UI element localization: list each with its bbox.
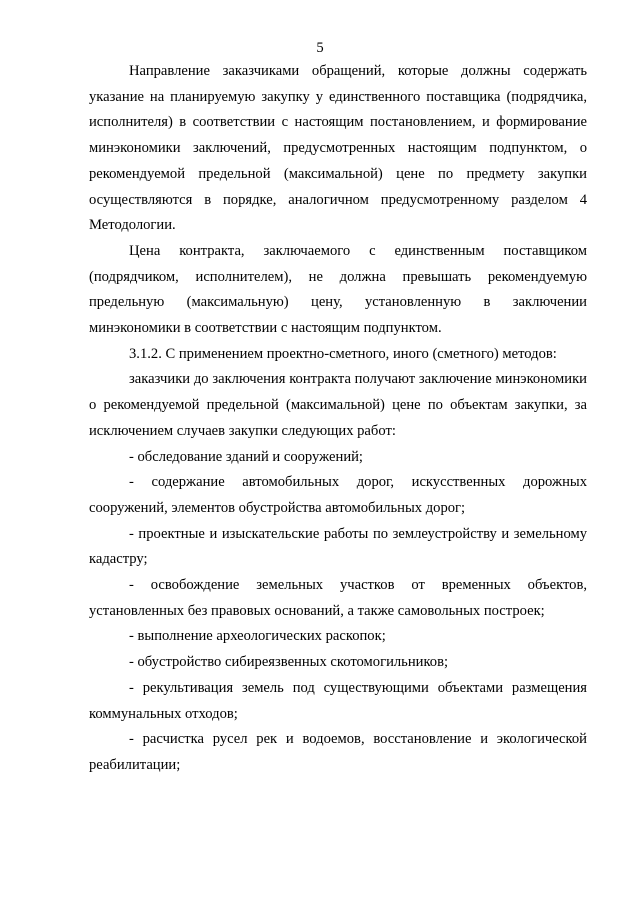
list-item: - проектные и изыскательские работы по землеустройству и земельному кадастру;	[89, 525, 587, 568]
page-number: 5	[316, 40, 324, 56]
list-item: - освобождение земельных участков от временных объектов, установленных без правовых оснований, а также самовольных построек;	[89, 577, 587, 619]
paragraph: Направление заказчиками обращений, которые должны содержать указание на планируемую закупку у единственного поставщика (подрядчика, исполнителя) в соответствии с настоящим постановлением, и формирование минэкономики заключений, предусмотренных настоящим подпунктом, о рекомендуемой предельной (максимальной) цене по предмету закупки осуществляются в порядке, аналогичном предусмотренному разделом 4 Методологии.	[89, 63, 587, 234]
document-body	[89, 59, 587, 779]
list-item: - обустройство сибиреязвенных скотомогильников;	[129, 654, 449, 671]
list-item: - расчистка русел рек и водоемов, восстановление и экологической реабилитации;	[89, 731, 587, 773]
list-item: - рекультивация земель под существующими объектами размещения коммунальных отходов;	[89, 679, 587, 722]
list-item: - выполнение археологических раскопок;	[129, 628, 386, 645]
list-item: - обследование зданий и сооружений;	[129, 448, 363, 465]
paragraph: Цена контракта, заключаемого с единственным поставщиком (подрядчиком, исполнителем), не должна превышать рекомендуемую предельную (максимальную) цену, установленную в заключении минэкономики в соответствии с настоящим подпунктом.	[89, 242, 587, 337]
paragraph: 3.1.2. С применением проектно-сметного, иного (сметного) методов:	[129, 345, 557, 362]
paragraph: заказчики до заключения контракта получают заключение минэкономики о рекомендуемой предельной (максимальной) цене по объектам закупки, за исключением случаев закупки следующих работ:	[89, 371, 587, 439]
list-item: - содержание автомобильных дорог, искусственных дорожных сооружений, элементов обустройства автомобильных дорог;	[89, 474, 587, 516]
